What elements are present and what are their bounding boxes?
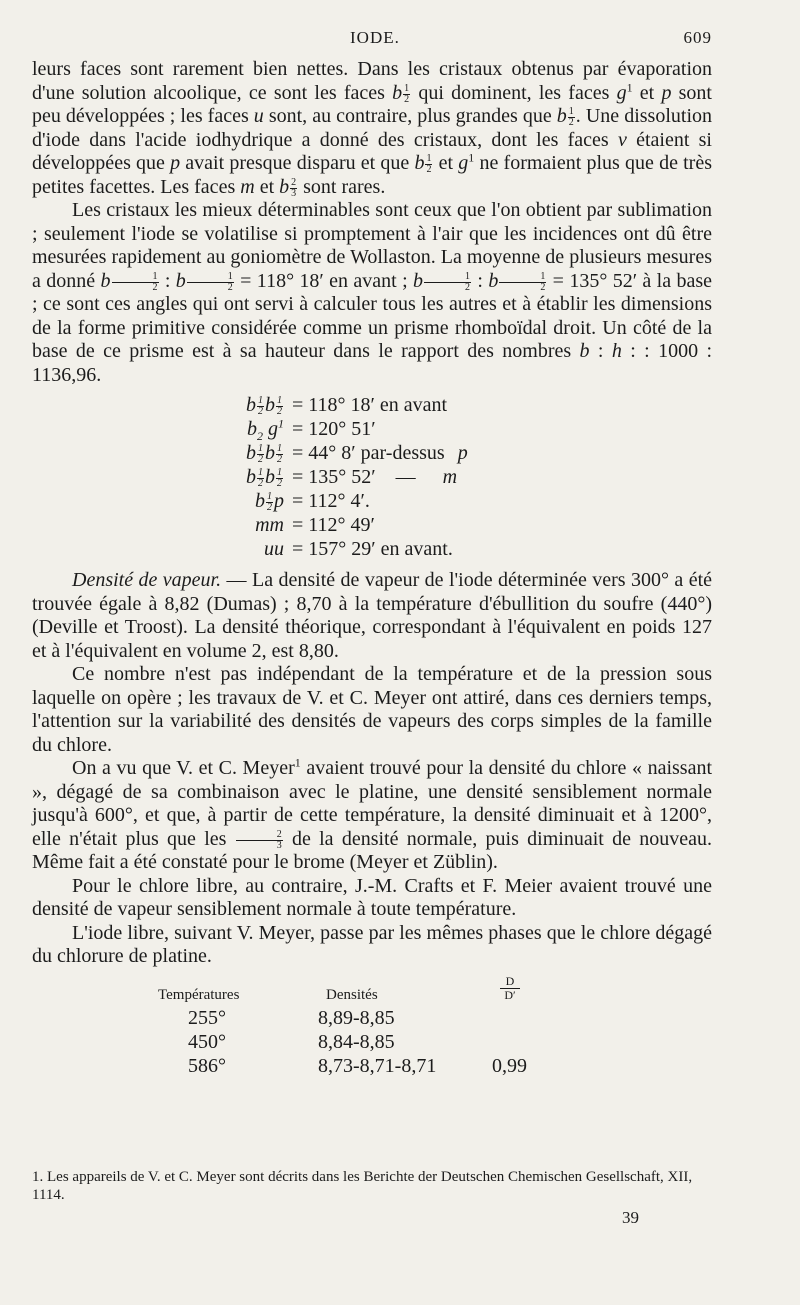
equation-row: b $\frac{1}{2}$ p = 112° 4′.	[255, 490, 370, 513]
paragraph-7: L'iode libre, suivant V. Meyer, passe par les mêmes phases que le chlore dégagé du chlorure de platine.	[32, 921, 712, 967]
header-temperatures: Températures	[158, 986, 240, 1003]
equation-row: $b_2$ $g^1$ = 120° 51′	[247, 416, 376, 443]
header-ratio: D D′	[500, 975, 520, 1002]
body-text	[32, 58, 712, 969]
equation-row: mm = 112° 49′	[255, 514, 375, 536]
paragraph-6: Pour le chlore libre, au contraire, J.-M. Crafts et F. Meier avaient trouvé une densité de vapeur sensiblement normale à toute température.	[32, 874, 712, 920]
equation-row: b $\frac{1}{2}$ b $\frac{1}{2}$ = 135° 52′ — m	[246, 466, 458, 489]
page-number: 609	[683, 28, 712, 47]
section-title: Densité de vapeur.	[72, 569, 222, 591]
footnote: 1. Les appareils de V. et C. Meyer sont décrits dans les Berichte der Deutschen Chemischen Gesellschaft, XII, 1114.	[32, 1169, 693, 1203]
footnote-ref: 1	[294, 755, 301, 770]
table-row: 586° 8,73-8,71-8,71 0,99	[188, 1054, 527, 1077]
signature-mark: 39	[622, 1208, 639, 1227]
paragraph-3: Densité de vapeur. — La densité de vapeur de l'iode déterminée vers 300° a été trouvée égale à 8,82 (Dumas) ; 8,70 à la température d'ébullition du soufre (440°) (Deville et Troost). La densité théorique, correspondant à l'équivalent en poids 127 et à l'équivalent en volume 2, est 8,80.	[32, 569, 712, 662]
angle-equations	[32, 393, 712, 561]
paragraph-1: leurs faces sont rarement bien nettes. Dans les cristaux obtenus par évaporation d'une solution alcoolique, ce sont les faces b $\frac{1}{2}$ qui dominent, les faces $g^1$ et p sont peu développées ; les faces u sont, au contraire, plus grandes que b $\frac{1}{2}$ . Une dissolution d'iode dans l'acide iodhydrique a donné des cristaux, dont les faces v étaient si développées que p avait presque disparu et que b $\frac{1}{2}$ et $g^1$ ne formaient plus que de très petites facettes. Les faces m et b $\frac{2}{3}$ sont rares.	[32, 58, 713, 199]
density-table	[32, 973, 712, 1087]
table-row: 450° 8,84-8,85	[188, 1030, 395, 1053]
running-header	[32, 28, 712, 58]
equation-row: b $\frac{1}{2}$ b $\frac{1}{2}$ = 118° 18′ en avant	[246, 394, 448, 417]
header-densities: Densités	[326, 986, 378, 1003]
equation-row: b $\frac{1}{2}$ b $\frac{1}{2}$ = 44° 8′ par-dessus p	[246, 442, 468, 465]
paragraph-5: On a vu que V. et C. Meyer$^1$ avaient trouvé pour la densité du chlore « naissant », dégagé de sa combinaison avec le platine, une densité sensiblement normale jusqu'à 600°, et que, à partir de cette température, la densité diminuait et à 1200°, elle n'était plus que les $\frac{2}{3}$ de la densité normale, puis diminuait de nouveau. Même fait a été constaté pour le brome (Meyer et Züblin).	[32, 755, 713, 873]
paragraph-4: Ce nombre n'est pas indépendant de la température et de la pression sous laquelle on opère ; les travaux de V. et C. Meyer ont attiré, dans ces derniers temps, l'attention sur la variabilité des densités de vapeurs des corps simples de la famille du chlore.	[32, 663, 712, 756]
equation-row: uu = 157° 29′ en avant.	[264, 538, 453, 560]
running-title: IODE.	[350, 28, 400, 47]
paragraph-2: Les cristaux les mieux déterminables sont ceux que l'on obtient par sublimation ; seulement l'iode se volatilise si promptement à l'air que les incidences ont dû être mesurées rapidement au goniomètre de Wollaston. La moyenne de plusieurs mesures a donné b $\frac{1}{2}$ : b $\frac{1}{2}$ = 118° 18′ en avant ; b $\frac{1}{2}$ : b $\frac{1}{2}$ = 135° 52′ à la base ; ce sont ces angles qui ont servi à calculer tous les autres et à établir les dimensions de la forme primitive considérée comme un prisme rhomboïdal droit. Un côté de la base de ce prisme est à sa hauteur dans le rapport des nombres b : h : : 1000 : 1136,96.	[32, 199, 713, 386]
page	[32, 28, 712, 1087]
table-row: 255° 8,89-8,85	[188, 1006, 395, 1029]
